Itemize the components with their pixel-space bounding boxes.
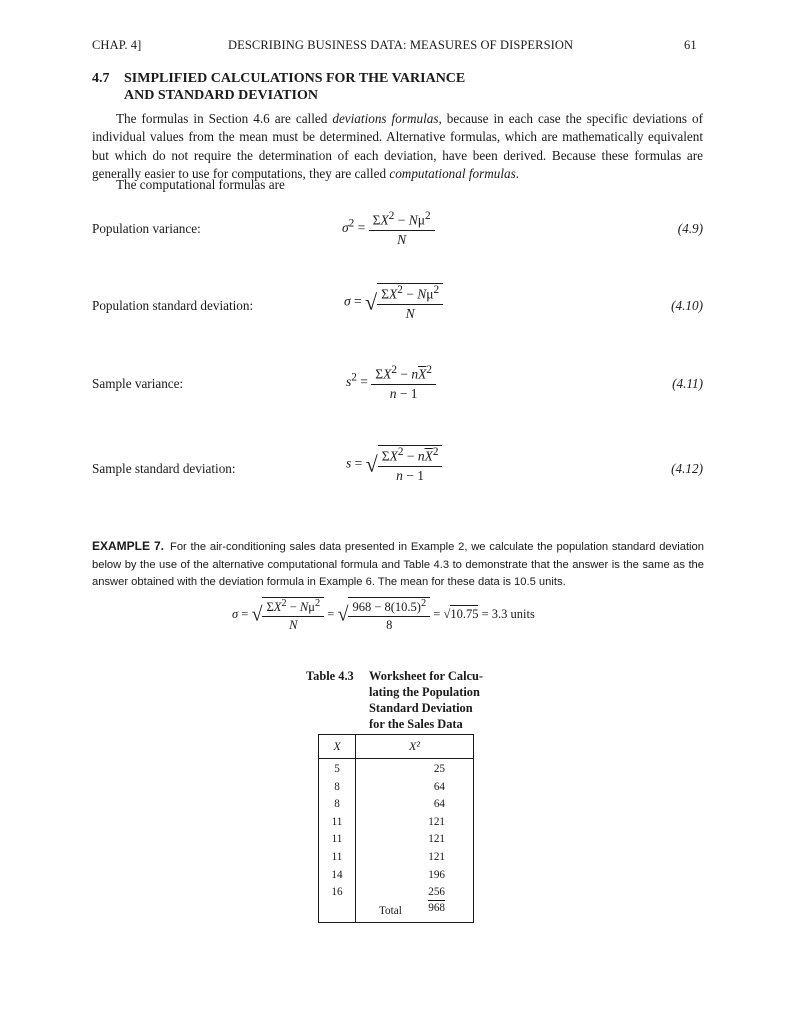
section-heading: [92, 70, 465, 104]
section-number: 4.7: [92, 71, 110, 86]
column-header-x2: X²: [409, 739, 420, 753]
table-cell-x: 11: [331, 851, 343, 863]
total-value: 968: [428, 902, 445, 914]
para-emphasis-1: deviations formulas: [332, 111, 439, 126]
equation-number-4-11: (4.11): [672, 376, 703, 391]
chapter-label: CHAP. 4]: [92, 38, 142, 52]
equation-number-4-12: (4.12): [671, 461, 703, 476]
page-number: 61: [684, 38, 697, 52]
worksheet-table: [318, 734, 474, 923]
formula-label-sample-sd: Sample standard deviation:: [92, 461, 236, 476]
body-paragraph-2: The computational formulas are: [116, 177, 285, 192]
formula-sample-variance: $s^2$ = $\frac{\Sigma X^2 - n\overline{X}^2}{n - 1}$: [346, 364, 436, 402]
table-cell-x2: 121: [428, 851, 445, 863]
table-cell-x: 14: [331, 868, 343, 881]
example-calculation: σ = √ $\frac{\Sigma X^2 - N\mu^2}{N}$ = √ $\frac{968 - 8(10.5)^2}{8}$ = √10.75 = 3.3 units: [232, 598, 535, 633]
table-cell-x2: 196: [428, 868, 445, 881]
table-cell-x2: 64: [433, 780, 445, 793]
table-cell-x: 8: [334, 798, 340, 811]
formula-sample-sd: s = √ $\frac{\Sigma X^2 - n\overline{X}^2}{n - 1}$: [346, 445, 442, 484]
table-cell-x2: 121: [428, 815, 445, 828]
para-text-3: .: [515, 166, 520, 182]
total-label: Total: [379, 905, 402, 917]
example-label: EXAMPLE 7.: [92, 539, 164, 553]
para-emphasis-2: computational formulas: [389, 166, 516, 182]
body-paragraph: [92, 110, 703, 184]
para-text-1: The formulas in Section 4.6 are called: [116, 111, 333, 126]
table-cell-x2: 121: [428, 833, 445, 846]
formula-population-sd: σ = √ $\frac{\Sigma X^2 - N\mu^2}{N}$: [344, 283, 443, 322]
table-cell-x2: 256: [428, 886, 445, 899]
table-title: Worksheet for Calcu- lating the Population Standard Deviation for the Sales Data: [369, 669, 484, 731]
section-title-line1: SIMPLIFIED CALCULATIONS FOR THE VARIANCE: [124, 71, 466, 86]
example-paragraph: [92, 538, 704, 592]
calc-result: = 3.3 units: [481, 606, 535, 621]
para-text-2: , because in each case the specific deviations of individual values from the mean must be determined. Alternative formulas, which are mathematically equivalent but which do not require the determination of each deviation, have been derived. Because these formulas are generally easier to use for computations, they are called: [92, 111, 703, 182]
table-cell-x: 11: [331, 815, 343, 828]
table-cell-x: 11: [331, 833, 343, 846]
calc-sqrt-value: 10.75: [450, 606, 479, 621]
calc-denominator: 8: [386, 618, 393, 633]
table-cell-x: 16: [331, 886, 343, 899]
formula-label-population-sd: Population standard deviation:: [92, 298, 254, 313]
section-title-line2: AND STANDARD DEVIATION: [124, 88, 318, 103]
table-cell-x2: 25: [433, 763, 445, 775]
table-cell-x: 5: [334, 763, 340, 775]
running-title: DESCRIBING BUSINESS DATA: MEASURES OF DISPERSION: [228, 38, 574, 52]
equation-number-4-10: (4.10): [671, 298, 703, 313]
table-cell-x: 8: [334, 780, 340, 793]
header-divider: [319, 758, 473, 759]
formula-population-variance: $\sigma^2$ = $\frac{\Sigma X^2 - N\mu^2}{N}$: [342, 210, 435, 248]
formula-label-sample-variance: Sample variance:: [92, 376, 184, 391]
column-header-x: X: [333, 739, 341, 753]
table-number: Table 4.3: [306, 669, 354, 683]
equation-number-4-9: (4.9): [677, 221, 703, 236]
formula-label-population-variance: Population variance:: [92, 221, 201, 236]
calc-numerator: 968 − 8(10.5): [352, 600, 421, 615]
total-value-cell: [356, 902, 445, 914]
example-text: For the air-conditioning sales data presented in Example 2, we calculate the population standard deviation below by the use of the alternative computational formula and Table 4.3 to demonstrate that the answer is the same as the answer obtained with the deviation formula in Example 6. The mean for these data is 10.5 units.: [92, 541, 704, 589]
table-cell-x2: 64: [433, 798, 445, 811]
